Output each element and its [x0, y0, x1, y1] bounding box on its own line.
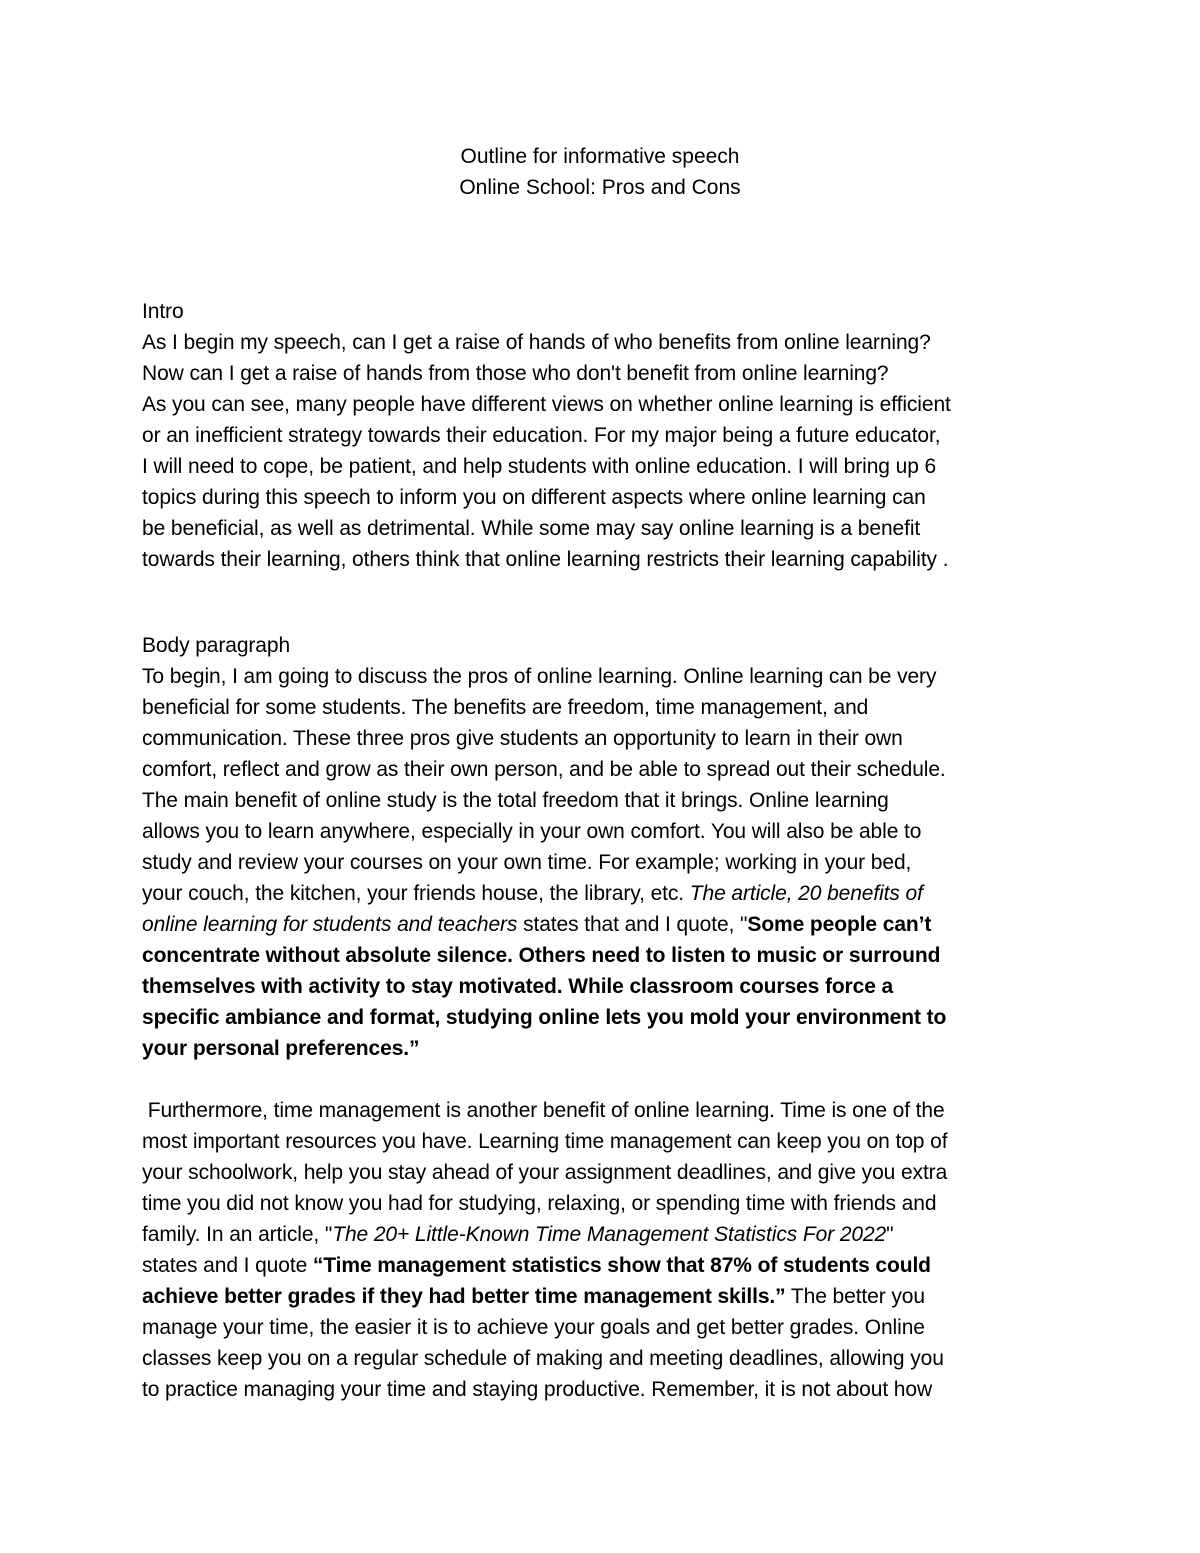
intro-line: or an inefficient strategy towards their education. For my major being a future educator,: [142, 424, 941, 447]
body-line: To begin, I am going to discuss the pros of online learning. Online learning can be very: [142, 665, 937, 688]
body-line: allows you to learn anywhere, especially in your own comfort. You will also be able to: [142, 820, 922, 843]
article-title-italic: online learning for students and teachers: [142, 913, 518, 936]
body-text-run: ": [886, 1223, 894, 1246]
intro-line: towards their learning, others think that online learning restricts their learning capability .: [142, 548, 949, 571]
body-line: The main benefit of online study is the total freedom that it brings. Online learning: [142, 789, 889, 812]
quote-line: themselves with activity to stay motivated. While classroom courses force a: [142, 975, 894, 998]
quote-bold: achieve better grades if they had better time management skills.”: [142, 1285, 786, 1308]
document-body: [142, 296, 1072, 1405]
quote-bold: Some people can’t: [747, 913, 932, 936]
time-line: manage your time, the easier it is to achieve your goals and get better grades. Online: [142, 1316, 925, 1339]
time-line: [142, 1219, 1072, 1250]
article-title-italic: The article, 20 benefits of: [689, 882, 923, 905]
time-line: [142, 1250, 1072, 1281]
body-line: study and review your courses on your own time. For example; working in your bed,: [142, 851, 912, 874]
intro-heading: Intro: [142, 300, 184, 323]
body-line: communication. These three pros give students an opportunity to learn in their own: [142, 727, 903, 750]
body-line: [142, 878, 1072, 909]
time-line: your schoolwork, help you stay ahead of your assignment deadlines, and give you extra: [142, 1161, 948, 1184]
body-text-run: your couch, the kitchen, your friends house, the library, etc.: [142, 882, 690, 905]
body-text-run: family. In an article, ": [142, 1223, 333, 1246]
time-line: Furthermore, time management is another benefit of online learning. Time is one of the: [142, 1099, 945, 1122]
quote-line: concentrate without absolute silence. Others need to listen to music or surround: [142, 944, 941, 967]
body-line: [142, 909, 1072, 940]
document-subtitle: Online School: Pros and Cons: [459, 176, 741, 199]
time-line: to practice managing your time and staying productive. Remember, it is not about how: [142, 1378, 933, 1401]
time-line: classes keep you on a regular schedule of making and meeting deadlines, allowing you: [142, 1347, 944, 1370]
body-text-run: The better you: [785, 1285, 925, 1308]
intro-line: As I begin my speech, can I get a raise of hands of who benefits from online learning?: [142, 331, 931, 354]
time-line: time you did not know you had for studying, relaxing, or spending time with friends and: [142, 1192, 937, 1215]
intro-line: As you can see, many people have different views on whether online learning is efficient: [142, 393, 951, 416]
body-line: beneficial for some students. The benefits are freedom, time management, and: [142, 696, 869, 719]
time-line: most important resources you have. Learning time management can keep you on top of: [142, 1130, 948, 1153]
title-block: [0, 141, 1200, 203]
quote-line: your personal preferences.”: [142, 1037, 420, 1060]
quote-line: specific ambiance and format, studying online lets you mold your environment to: [142, 1006, 947, 1029]
time-line: [142, 1281, 1072, 1312]
intro-line: Now can I get a raise of hands from those who don't benefit from online learning?: [142, 362, 889, 385]
intro-line: topics during this speech to inform you on different aspects where online learning can: [142, 486, 926, 509]
body-heading: Body paragraph: [142, 634, 291, 657]
article-title-italic: The 20+ Little-Known Time Management Statistics For 2022: [332, 1223, 887, 1246]
quote-bold: “Time management statistics show that 87% of students could: [312, 1254, 931, 1277]
body-text-run: states and I quote: [142, 1254, 313, 1277]
intro-line: I will need to cope, be patient, and help students with online education. I will bring up 6: [142, 455, 937, 478]
body-line: comfort, reflect and grow as their own person, and be able to spread out their schedule.: [142, 758, 946, 781]
intro-line: be beneficial, as well as detrimental. While some may say online learning is a benefit: [142, 517, 921, 540]
body-text-run: states that and I quote, ": [517, 913, 748, 936]
document-title: Outline for informative speech: [460, 145, 740, 168]
